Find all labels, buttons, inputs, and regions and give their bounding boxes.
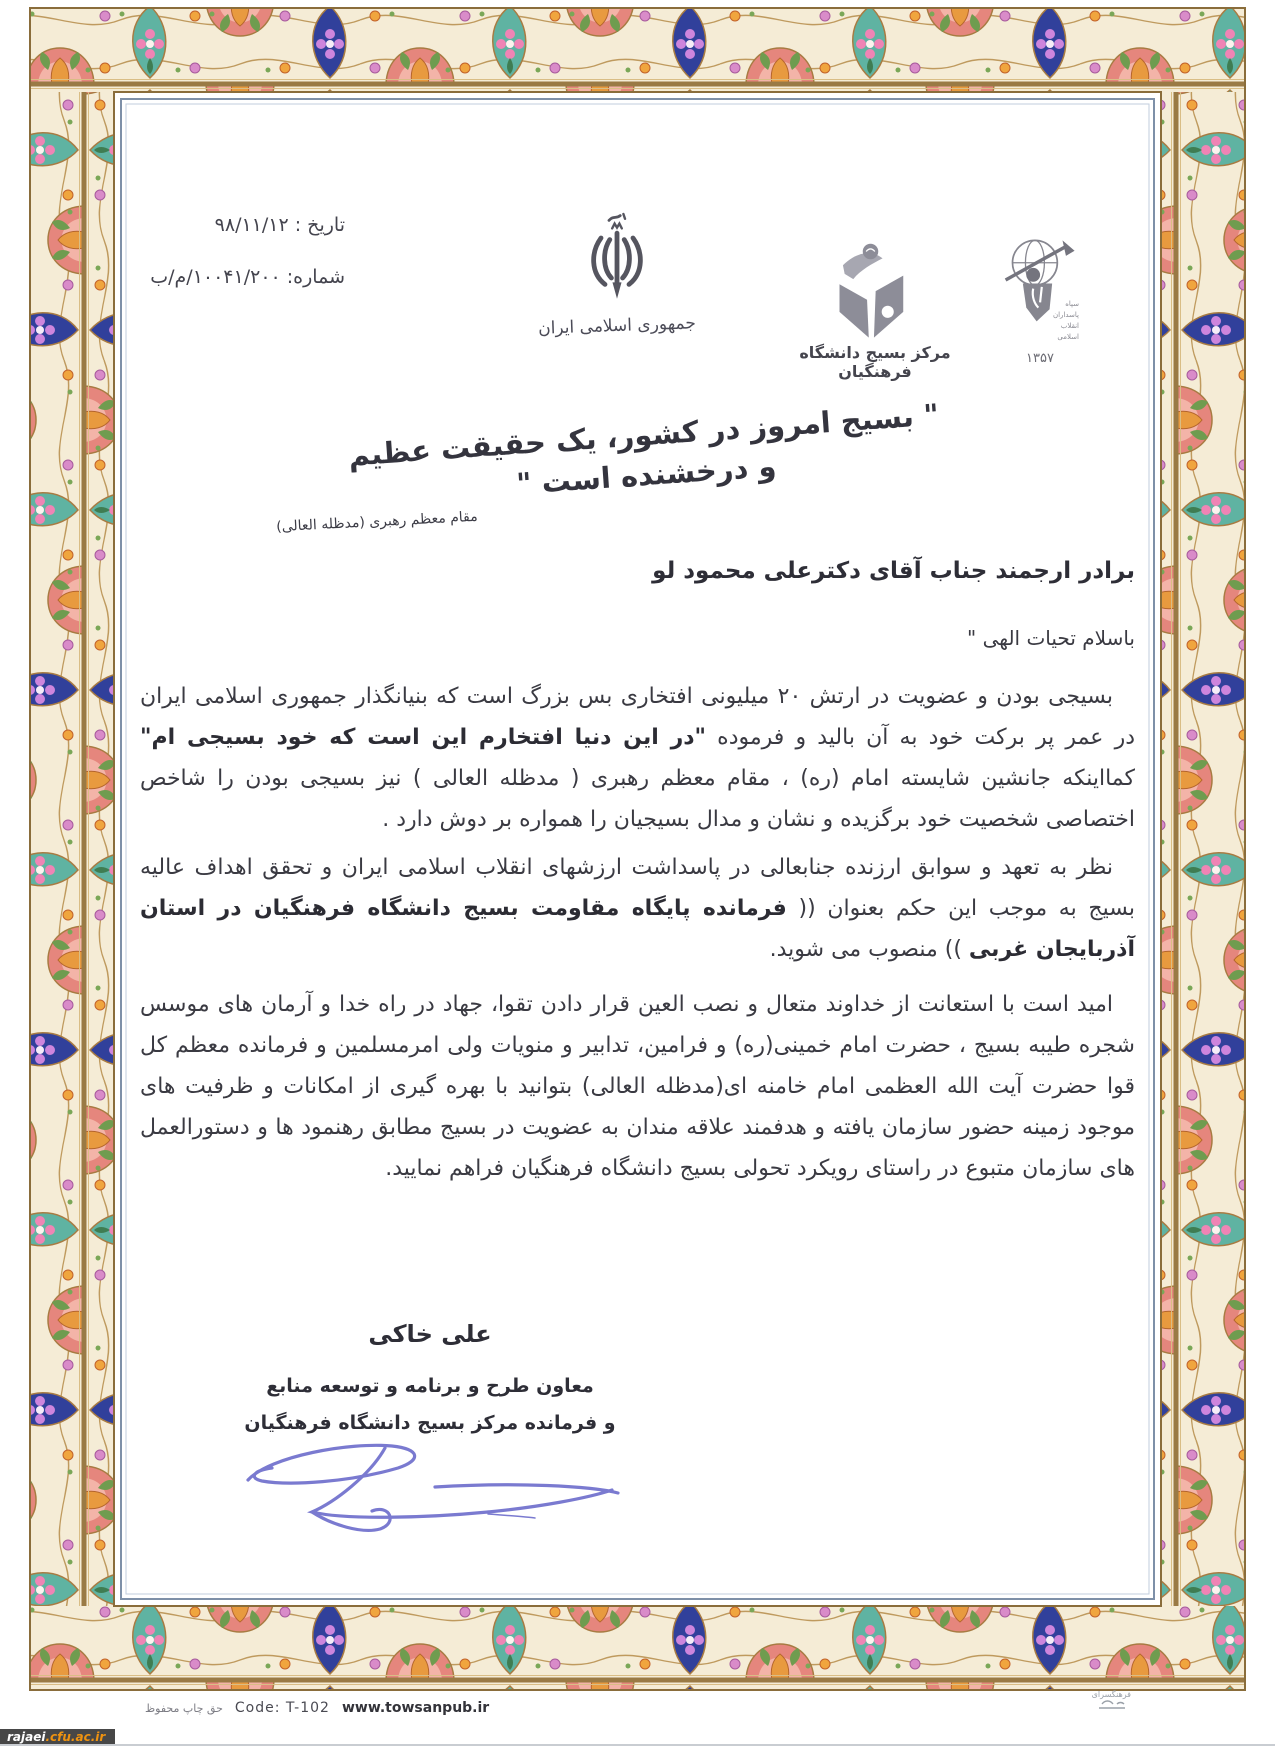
- p2-text-a: نظر به تعهد و سوابق ارزنده جنابعالی در پاسداشت ارزشهای انقلاب اسلامی ایران و تحقق اهداف عالیه بسیج به موجب این حکم بعنوان ((: [140, 855, 1135, 921]
- emblem-caption: جمهوری اسلامی ایران: [537, 313, 697, 339]
- letter-date: تاریخ : ۹۸/۱۱/۱۲: [214, 214, 345, 236]
- publisher-mark-icon: [1097, 1699, 1131, 1713]
- farhangian-basij-logo: [818, 236, 923, 348]
- letter-meta: [150, 214, 345, 318]
- p1-text-b: کمااینکه جانشین شایسته امام (ره) ، مقام معظم رهبری ( مدظله العالی ) نیز بسیجی بودن را شاخص اختصاصی شخصیت خود برگزیده و نشان و مدال بسیجیان را همواره بر دوش دارد .: [140, 766, 1135, 832]
- iran-national-emblem-icon: [577, 212, 657, 312]
- copyright-note: حق چاپ محفوظ: [145, 1701, 223, 1715]
- irgc-side-caption: سپاه پاسداران انقلاب اسلامی: [1052, 300, 1079, 341]
- p2-bold-appointment: فرمانده پایگاه مقاومت بسیج دانشگاه فرهنگیان در استان آذربایجان غربی: [140, 896, 1135, 962]
- signatory-name: علی خاکی: [368, 1320, 492, 1348]
- p2-text-b: )) منصوب می شوید.: [769, 937, 969, 962]
- body-paragraph-1: [140, 676, 1135, 840]
- print-footer: [145, 1700, 489, 1716]
- publisher-website: www.towsanpub.ir: [341, 1700, 490, 1716]
- p1-text-a: بسیجی بودن و عضویت در ارتش ۲۰ میلیونی افتخاری بس بزرگ است که بنیانگذار جمهوری اسلامی ایران در عمر پر برکت خود به آن بالید و فرموده: [140, 684, 1135, 750]
- body-paragraph-3: امید است با استعانت از خداوند متعال و نصب العین قرار دادن تقوا، جهاد در راه خدا و آرمان های موسس شجره طیبه بسیج ، حضرت امام خمینی(ره) و فرامین، تدابیر و منویات ولی امرمسلمین و فرمانده معظم کل قوا حضرت آیت الله العظمی امام خامنه ای(مدظله العالی) بتوانید با بهره گیری از امکانات و ظرفیت های موجود زمینه حضور سازمان یافته و هدفمند علاقه مندان به عضویت در بسیج مطابق رهنمود ها و دستورالعمل های سازمان متبوع در راستای رویکرد تحولی بسیج دانشگاه فرهنگیان فراهم نمایید.: [140, 992, 1135, 1181]
- handwritten-signature: [220, 1430, 650, 1550]
- letter-number: شماره: ۱۰۰۴۱/۲۰۰/م/ب: [150, 266, 345, 288]
- print-code: Code: T-102: [234, 1700, 330, 1716]
- signatory-title-2: و فرمانده مرکز بسیج دانشگاه فرهنگیان: [244, 1412, 616, 1434]
- p1-bold-quote: "در این دنیا افتخارم این است که خود بسیجی ام": [140, 725, 707, 750]
- signatory-title-1: معاون طرح و برنامه و توسعه منابع: [266, 1375, 594, 1397]
- scan-edge-line: [0, 1744, 1275, 1746]
- watermark-text-main: rajaei: [7, 1730, 46, 1744]
- irgc-year: ۱۳۵۷: [1026, 351, 1054, 366]
- addressee-line: برادر ارجمند جناب آقای دکترعلی محمود لو: [652, 558, 1135, 584]
- org-name-caption: مرکز بسیج دانشگاه فرهنگیان: [799, 343, 951, 381]
- body-paragraph-2: [140, 847, 1135, 970]
- leader-quote: " بسیج امروز در کشور، یک حقیقت عظیم و درخشنده است ": [347, 397, 940, 501]
- watermark-text-domain: .cfu.ac.ir: [45, 1730, 106, 1744]
- publisher-mark: فرهنگسرای: [1075, 1690, 1131, 1713]
- signature-block: [170, 1320, 690, 1442]
- salutation-line: باسلام تحیات الهی ": [967, 626, 1135, 650]
- quote-attribution: مقام معظم رهبری (مدظله العالی): [275, 508, 479, 536]
